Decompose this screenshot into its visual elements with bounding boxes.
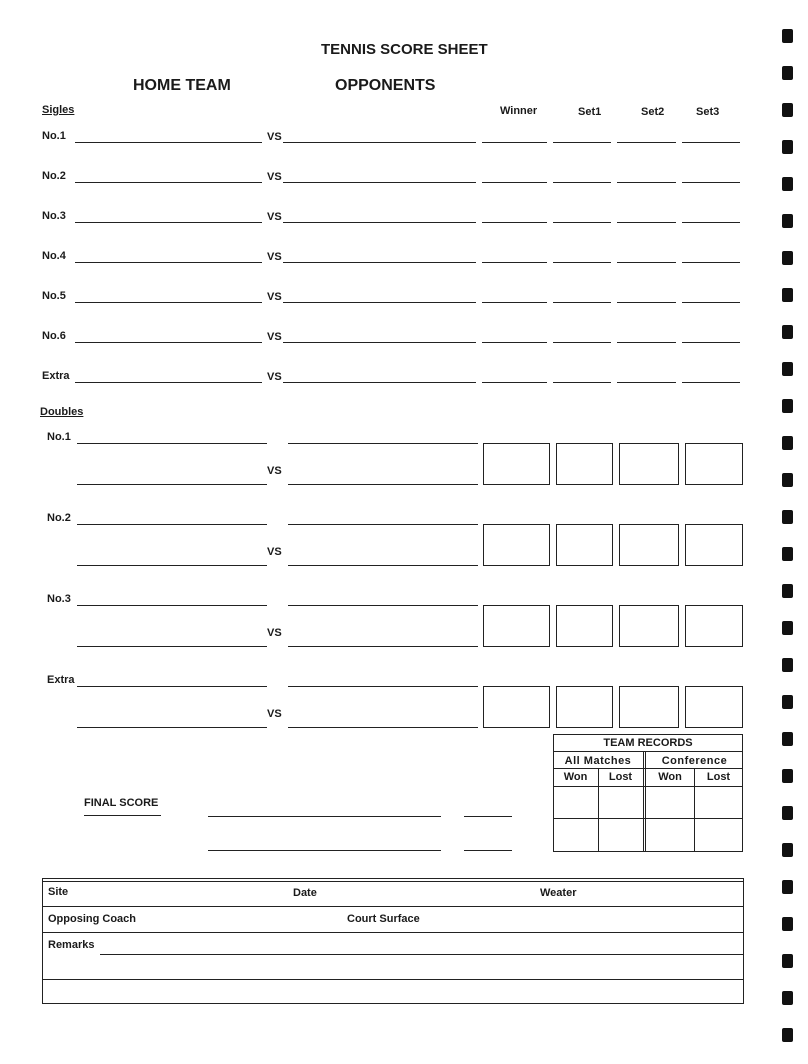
singles-winner-line[interactable] xyxy=(482,262,547,263)
doubles-vs-label: VS xyxy=(267,546,282,558)
doubles-vs-label: VS xyxy=(267,465,282,477)
set1-header: Set1 xyxy=(578,106,602,118)
singles-home-player-line[interactable] xyxy=(75,342,262,343)
binder-hole xyxy=(782,325,793,339)
court-surface-label: Court Surface xyxy=(347,913,420,925)
singles-row-label: No.4 xyxy=(42,250,66,262)
final-score-label: FINAL SCORE xyxy=(84,797,159,809)
doubles-opponent-player2-line[interactable] xyxy=(288,484,478,485)
singles-vs-label: VS xyxy=(267,211,282,223)
binder-hole xyxy=(782,436,793,450)
page-title: TENNIS SCORE SHEET xyxy=(321,41,488,58)
singles-home-player-line[interactable] xyxy=(75,262,262,263)
set2-header: Set2 xyxy=(641,106,665,118)
binder-hole xyxy=(782,621,793,635)
doubles-set2-box[interactable] xyxy=(619,524,679,566)
singles-home-player-line[interactable] xyxy=(75,222,262,223)
doubles-set2-box[interactable] xyxy=(619,686,679,728)
binder-hole xyxy=(782,584,793,598)
singles-row-label: No.6 xyxy=(42,330,66,342)
singles-winner-line[interactable] xyxy=(482,382,547,383)
binder-hole xyxy=(782,103,793,117)
doubles-set1-box[interactable] xyxy=(556,605,613,647)
singles-set2-line[interactable] xyxy=(617,222,676,223)
doubles-row-label: No.2 xyxy=(47,512,71,524)
doubles-section-label: Doubles xyxy=(40,406,84,418)
binder-hole xyxy=(782,177,793,191)
singles-set2-line[interactable] xyxy=(617,182,676,183)
binder-hole xyxy=(782,140,793,154)
doubles-opponent-player1-line[interactable] xyxy=(288,524,478,525)
doubles-opponent-player2-line[interactable] xyxy=(288,727,478,728)
doubles-winner-box[interactable] xyxy=(483,605,550,647)
doubles-winner-box[interactable] xyxy=(483,443,550,485)
binder-hole xyxy=(782,473,793,487)
final-score-opponent-line[interactable] xyxy=(208,850,441,851)
binder-hole xyxy=(782,880,793,894)
final-score-home-line[interactable] xyxy=(208,816,441,817)
singles-set2-line[interactable] xyxy=(617,382,676,383)
singles-vs-label: VS xyxy=(267,291,282,303)
doubles-set2-box[interactable] xyxy=(619,443,679,485)
doubles-row-label: No.3 xyxy=(47,593,71,605)
all-lost-header: Lost xyxy=(608,771,633,783)
doubles-row-label: No.1 xyxy=(47,431,71,443)
doubles-winner-box[interactable] xyxy=(483,686,550,728)
team-records-title: TEAM RECORDS xyxy=(603,737,693,749)
singles-row-label: Extra xyxy=(42,370,70,382)
conference-header: Conference xyxy=(661,755,728,767)
binder-hole xyxy=(782,399,793,413)
remarks-label: Remarks xyxy=(48,939,95,951)
doubles-home-player1-line[interactable] xyxy=(77,524,267,525)
opposing-coach-label: Opposing Coach xyxy=(48,913,136,925)
singles-set1-line[interactable] xyxy=(553,342,611,343)
site-label: Site xyxy=(48,886,69,898)
doubles-row-label: Extra xyxy=(47,674,75,686)
doubles-set3-box[interactable] xyxy=(685,524,743,566)
doubles-set3-box[interactable] xyxy=(685,686,743,728)
doubles-set1-box[interactable] xyxy=(556,524,613,566)
singles-winner-line[interactable] xyxy=(482,142,547,143)
binder-hole xyxy=(782,547,793,561)
final-score-home-points[interactable] xyxy=(464,816,512,817)
doubles-home-player1-line[interactable] xyxy=(77,443,267,444)
set3-header: Set3 xyxy=(696,106,720,118)
binder-hole xyxy=(782,29,793,43)
doubles-set3-box[interactable] xyxy=(685,605,743,647)
singles-opponent-line[interactable] xyxy=(283,382,476,383)
home-team-heading: HOME TEAM xyxy=(133,77,231,94)
binder-hole xyxy=(782,917,793,931)
winner-header: Winner xyxy=(500,105,538,117)
doubles-opponent-player2-line[interactable] xyxy=(288,565,478,566)
doubles-vs-label: VS xyxy=(267,627,282,639)
singles-winner-line[interactable] xyxy=(482,302,547,303)
weather-label: Weater xyxy=(540,887,577,899)
binder-hole xyxy=(782,510,793,524)
date-label: Date xyxy=(293,887,317,899)
singles-set1-line[interactable] xyxy=(553,382,611,383)
binder-hole xyxy=(782,66,793,80)
binder-hole xyxy=(782,806,793,820)
singles-home-player-line[interactable] xyxy=(75,182,262,183)
all-matches-header: All Matches xyxy=(564,755,632,767)
singles-set3-line[interactable] xyxy=(682,182,740,183)
remarks-line[interactable] xyxy=(100,954,744,955)
singles-set1-line[interactable] xyxy=(553,262,611,263)
singles-set1-line[interactable] xyxy=(553,142,611,143)
binder-hole xyxy=(782,1028,793,1042)
singles-opponent-line[interactable] xyxy=(283,142,476,143)
singles-opponent-line[interactable] xyxy=(283,342,476,343)
singles-set2-line[interactable] xyxy=(617,342,676,343)
doubles-vs-label: VS xyxy=(267,708,282,720)
doubles-set2-box[interactable] xyxy=(619,605,679,647)
final-score-opponent-points[interactable] xyxy=(464,850,512,851)
doubles-home-player2-line[interactable] xyxy=(77,484,267,485)
singles-winner-line[interactable] xyxy=(482,342,547,343)
singles-vs-label: VS xyxy=(267,371,282,383)
singles-opponent-line[interactable] xyxy=(283,222,476,223)
binder-hole xyxy=(782,362,793,376)
all-won-header: Won xyxy=(563,771,588,783)
doubles-set1-box[interactable] xyxy=(556,686,613,728)
singles-set1-line[interactable] xyxy=(553,302,611,303)
doubles-winner-box[interactable] xyxy=(483,524,550,566)
singles-home-player-line[interactable] xyxy=(75,302,262,303)
singles-section-label: Sigles xyxy=(42,104,75,116)
singles-set3-line[interactable] xyxy=(682,302,740,303)
singles-row-label: No.3 xyxy=(42,210,66,222)
singles-home-player-line[interactable] xyxy=(75,142,262,143)
doubles-opponent-player1-line[interactable] xyxy=(288,443,478,444)
binder-hole xyxy=(782,658,793,672)
binder-hole xyxy=(782,732,793,746)
doubles-opponent-player1-line[interactable] xyxy=(288,605,478,606)
doubles-opponent-player2-line[interactable] xyxy=(288,646,478,647)
opponents-heading: OPPONENTS xyxy=(335,77,436,94)
doubles-set1-box[interactable] xyxy=(556,443,613,485)
doubles-home-player1-line[interactable] xyxy=(77,605,267,606)
binder-hole xyxy=(782,954,793,968)
conf-lost-header: Lost xyxy=(706,771,731,783)
singles-set3-line[interactable] xyxy=(682,142,740,143)
singles-set2-line[interactable] xyxy=(617,262,676,263)
doubles-home-player2-line[interactable] xyxy=(77,727,267,728)
singles-winner-line[interactable] xyxy=(482,182,547,183)
singles-opponent-line[interactable] xyxy=(283,182,476,183)
singles-set3-line[interactable] xyxy=(682,222,740,223)
singles-row-label: No.1 xyxy=(42,130,66,142)
singles-home-player-line[interactable] xyxy=(75,382,262,383)
doubles-set3-box[interactable] xyxy=(685,443,743,485)
singles-vs-label: VS xyxy=(267,171,282,183)
singles-winner-line[interactable] xyxy=(482,222,547,223)
singles-opponent-line[interactable] xyxy=(283,262,476,263)
singles-opponent-line[interactable] xyxy=(283,302,476,303)
doubles-home-player2-line[interactable] xyxy=(77,565,267,566)
singles-set1-line[interactable] xyxy=(553,182,611,183)
singles-vs-label: VS xyxy=(267,131,282,143)
match-info-box xyxy=(42,878,744,1004)
binder-hole xyxy=(782,843,793,857)
binder-hole xyxy=(782,769,793,783)
doubles-home-player1-line[interactable] xyxy=(77,686,267,687)
singles-set2-line[interactable] xyxy=(617,142,676,143)
singles-row-label: No.2 xyxy=(42,170,66,182)
singles-set3-line[interactable] xyxy=(682,342,740,343)
singles-set2-line[interactable] xyxy=(617,302,676,303)
doubles-opponent-player1-line[interactable] xyxy=(288,686,478,687)
conf-won-header: Won xyxy=(658,771,682,783)
singles-set1-line[interactable] xyxy=(553,222,611,223)
binder-hole xyxy=(782,251,793,265)
singles-vs-label: VS xyxy=(267,331,282,343)
doubles-home-player2-line[interactable] xyxy=(77,646,267,647)
binder-hole xyxy=(782,991,793,1005)
singles-row-label: No.5 xyxy=(42,290,66,302)
binder-hole xyxy=(782,695,793,709)
singles-set3-line[interactable] xyxy=(682,262,740,263)
singles-set3-line[interactable] xyxy=(682,382,740,383)
singles-vs-label: VS xyxy=(267,251,282,263)
binder-hole xyxy=(782,288,793,302)
binder-hole xyxy=(782,214,793,228)
